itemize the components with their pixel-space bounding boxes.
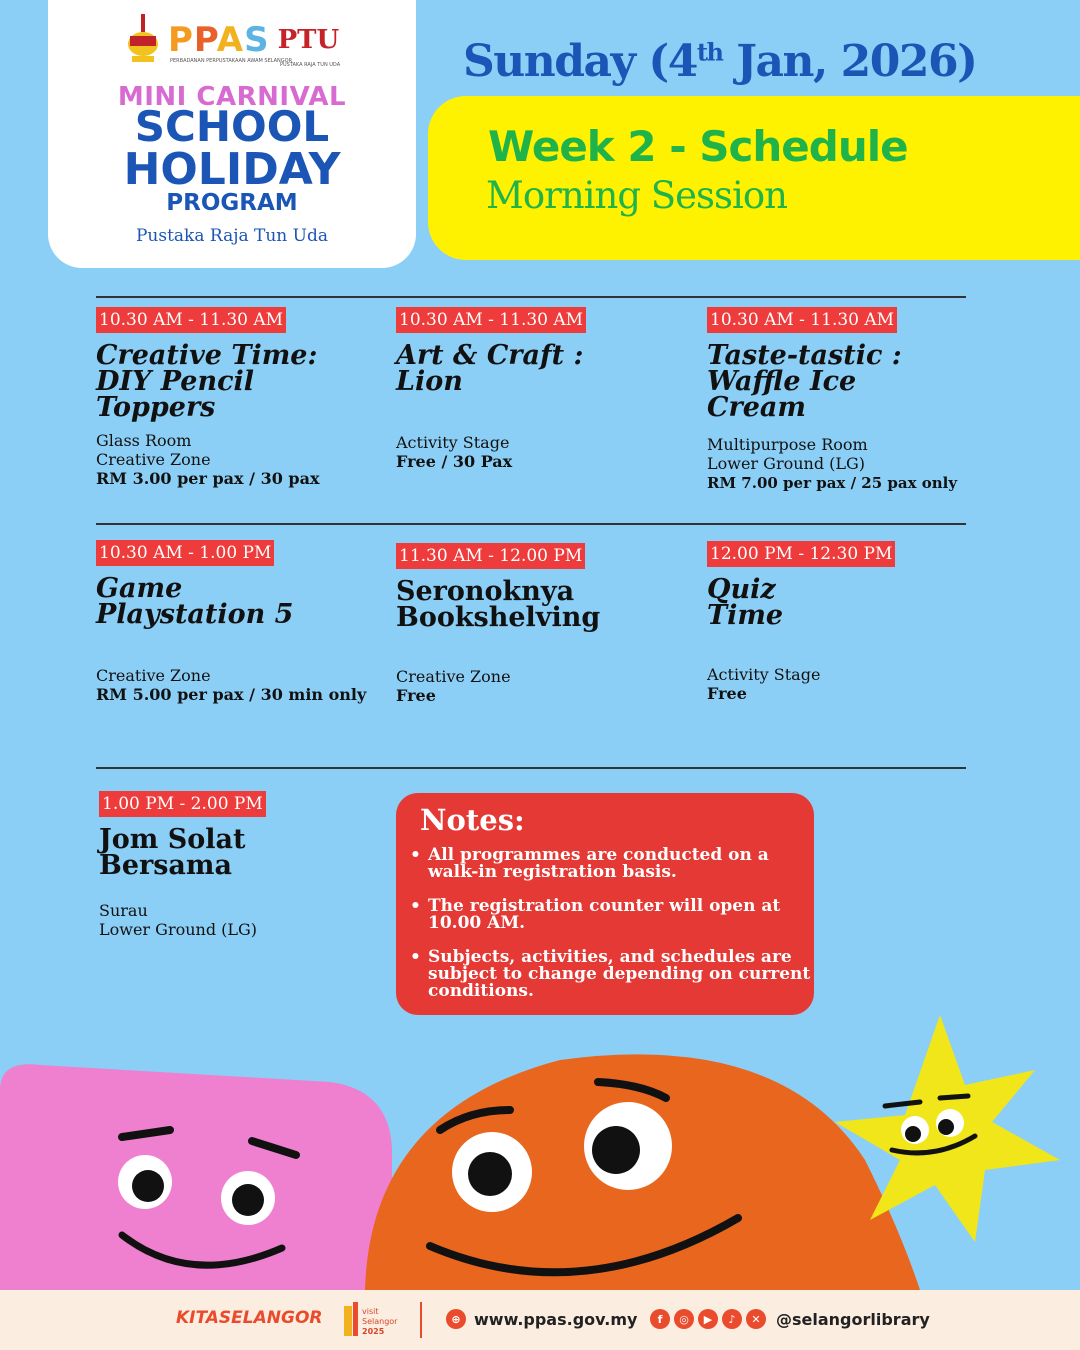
website-text: www.ppas.gov.my bbox=[474, 1309, 638, 1329]
ppas-logo-caption: PERBADANAN PERPUSTAKAAN AWAM SELANGOR bbox=[170, 58, 293, 64]
note-item: • All programmes are conducted on a walk-in registration basis. bbox=[410, 847, 822, 881]
event-title: Jom Solat Bersama bbox=[99, 824, 246, 881]
week-card bbox=[428, 96, 1080, 260]
svg-text:visit: visit bbox=[362, 1307, 379, 1316]
event-time: 12.00 PM - 12.30 PM bbox=[707, 541, 895, 567]
event-details: Surau Lower Ground (LG) bbox=[99, 901, 258, 939]
event-card bbox=[96, 540, 386, 704]
date-title: Sunday (4th Jan, 2026) bbox=[463, 36, 977, 87]
event-card bbox=[396, 543, 686, 705]
event-details: Activity Stage Free bbox=[707, 665, 821, 703]
library-name: Pustaka Raja Tun Uda bbox=[135, 226, 329, 246]
event-time: 10.30 AM - 11.30 AM bbox=[96, 307, 286, 333]
divider-line bbox=[96, 523, 966, 525]
footer-bar bbox=[0, 1290, 1080, 1350]
event-time: 11.30 AM - 12.00 PM bbox=[396, 543, 585, 569]
event-time: 1.00 PM - 2.00 PM bbox=[99, 791, 266, 817]
ppas-logo: PPAS bbox=[168, 20, 270, 60]
globe-icon: ⊕ bbox=[446, 1309, 466, 1329]
notes-heading: Notes: bbox=[420, 803, 525, 837]
mini-carnival-label: MINI CARNIVAL bbox=[117, 82, 347, 112]
characters-illustration bbox=[0, 1010, 1080, 1290]
note-item: • The registration counter will open at 10.00 AM. bbox=[410, 898, 822, 932]
facebook-icon[interactable]: f bbox=[650, 1309, 670, 1329]
kita-selangor-logo: KITASELANGOR bbox=[176, 1308, 323, 1328]
event-title: Quiz Time bbox=[707, 574, 784, 631]
footer-divider bbox=[420, 1302, 422, 1338]
event-title: Seronoknya Bookshelving bbox=[396, 576, 601, 633]
event-title: Art & Craft : Lion bbox=[396, 340, 584, 397]
event-time: 10.30 AM - 11.30 AM bbox=[707, 307, 897, 333]
website-link[interactable] bbox=[446, 1309, 637, 1329]
svg-text:Selangor: Selangor bbox=[362, 1317, 398, 1326]
social-links bbox=[650, 1309, 930, 1329]
instagram-icon[interactable]: ◎ bbox=[674, 1309, 694, 1329]
school-label: SCHOOL bbox=[134, 102, 330, 151]
event-card bbox=[707, 541, 997, 703]
program-label: PROGRAM bbox=[166, 190, 298, 216]
event-card bbox=[99, 791, 389, 939]
holiday-label: HOLIDAY bbox=[123, 144, 341, 195]
event-card bbox=[396, 307, 686, 471]
event-details: Creative Zone RM 5.00 per pax / 30 min only bbox=[96, 666, 367, 704]
event-title: Taste-tastic : Waffle Ice Cream bbox=[707, 340, 902, 423]
event-card bbox=[707, 307, 977, 493]
note-item: • Subjects, activities, and schedules are subject to change depending on current conditions. bbox=[410, 949, 822, 1000]
event-details: Glass Room Creative Zone RM 3.00 per pax / 30 pax bbox=[96, 431, 320, 488]
svg-text:2025: 2025 bbox=[362, 1327, 385, 1336]
event-details: Creative Zone Free bbox=[396, 667, 511, 705]
event-title: Game Playstation 5 bbox=[96, 573, 294, 630]
pink-character bbox=[0, 1064, 392, 1290]
youtube-icon[interactable]: ▶ bbox=[698, 1309, 718, 1329]
event-details: Multipurpose Room Lower Ground (LG) RM 7.00 per pax / 25 pax only bbox=[707, 435, 958, 492]
divider-line bbox=[96, 296, 966, 298]
event-time: 10.30 AM - 11.30 AM bbox=[396, 307, 586, 333]
logo-card bbox=[48, 0, 416, 268]
event-time: 10.30 AM - 1.00 PM bbox=[96, 540, 274, 566]
event-card bbox=[96, 307, 386, 488]
session-title: Morning Session bbox=[486, 174, 787, 217]
week-title: Week 2 - Schedule bbox=[488, 122, 908, 171]
event-details: Activity Stage Free / 30 Pax bbox=[396, 433, 513, 471]
social-handle: @selangorlibrary bbox=[776, 1309, 930, 1329]
ptu-logo: PTU bbox=[277, 25, 340, 55]
notes-box bbox=[396, 793, 814, 1015]
x-icon[interactable]: ✕ bbox=[746, 1309, 766, 1329]
ptu-logo-caption: PUSTAKA RAJA TUN UDA bbox=[280, 62, 341, 68]
selangor-crest-icon bbox=[126, 14, 160, 66]
tiktok-icon[interactable]: ♪ bbox=[722, 1309, 742, 1329]
divider-line bbox=[96, 767, 966, 769]
event-title: Creative Time: DIY Pencil Toppers bbox=[96, 340, 318, 423]
visit-selangor-logo bbox=[344, 1300, 404, 1340]
